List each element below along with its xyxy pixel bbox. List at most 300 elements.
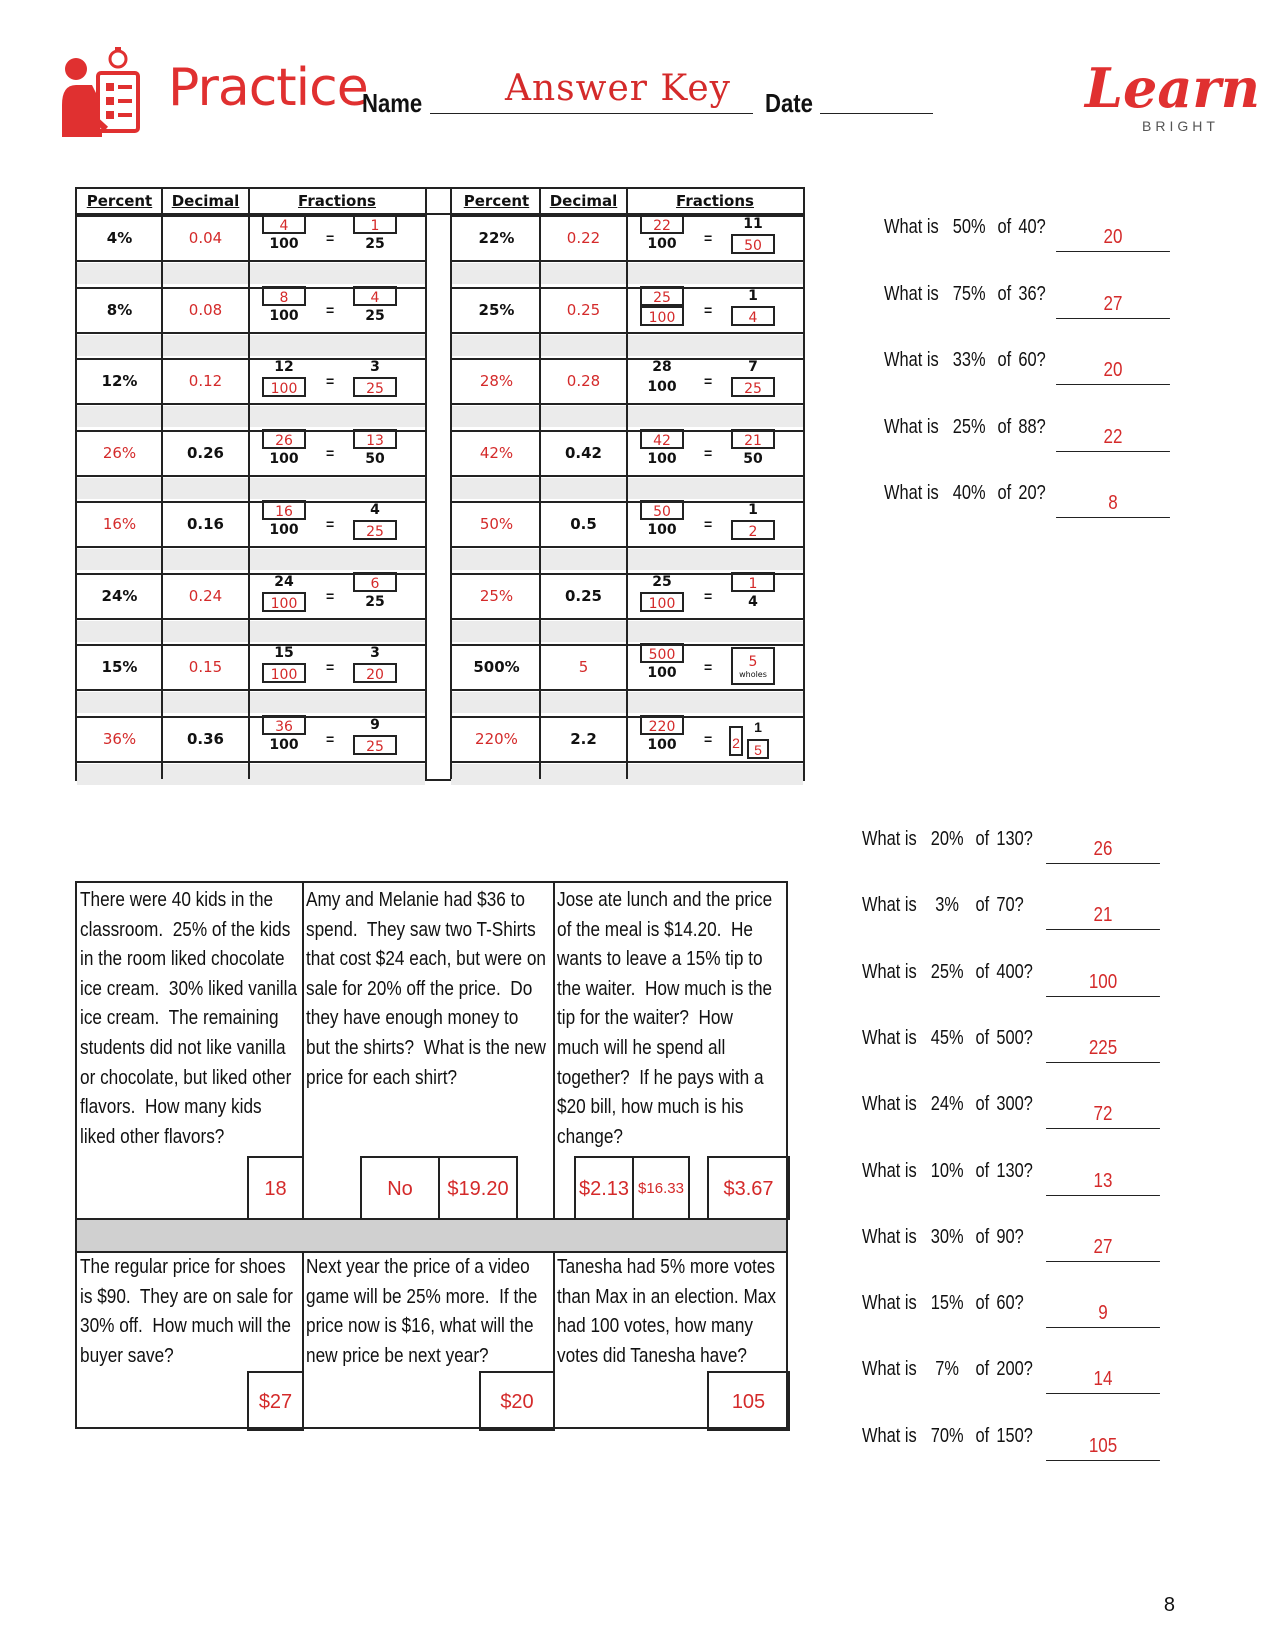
fraction-simplified — [353, 357, 397, 397]
decimal-cell: 0.08 — [188, 300, 223, 319]
answer-box: $19.20 — [438, 1156, 518, 1220]
fraction-numerator: 26 — [262, 429, 306, 449]
decimal-cell: 0.16 — [186, 515, 224, 533]
fraction-simplified — [353, 286, 397, 326]
problem-line: new price be next year? — [306, 1344, 489, 1367]
fraction-numerator: 15 — [274, 645, 294, 661]
fraction-denominator: 25 — [353, 735, 397, 755]
percent-cell: 24% — [101, 586, 138, 605]
answer-box: No — [360, 1156, 440, 1220]
fraction-numerator: 3 — [370, 359, 380, 375]
question-of: of — [975, 960, 990, 983]
problem-line: There were 40 kids in the — [80, 889, 274, 911]
fraction-simplified — [353, 214, 397, 254]
word-problems — [75, 881, 788, 1429]
percent-cell: 25% — [478, 300, 515, 319]
row-gap — [77, 621, 425, 642]
question-prefix: What is — [862, 1026, 917, 1049]
problem-line: ice cream. 30% liked vanilla — [80, 977, 298, 1000]
fraction-simplified — [731, 214, 775, 254]
fraction-numerator: 24 — [274, 573, 294, 590]
question-of: of — [975, 1225, 990, 1248]
problem-line: price for each shirt? — [306, 1066, 458, 1089]
question-prefix: What is — [862, 1159, 917, 1182]
fraction-simplified — [731, 429, 775, 469]
question-percent: 33% — [952, 349, 986, 371]
fraction-original — [640, 357, 684, 397]
fraction-denominator: 100 — [262, 592, 306, 612]
question-prefix: What is — [884, 216, 939, 238]
question-number: 200? — [996, 1358, 1033, 1381]
question-prefix: What is — [862, 1424, 917, 1447]
problem-line: sale for 20% off the price. Do — [306, 977, 533, 1000]
equals-sign: = — [326, 516, 335, 532]
question-number: 70? — [996, 894, 1024, 917]
fraction-original — [262, 572, 306, 612]
mixed-numerator: 1 — [754, 718, 762, 735]
question-number: 90? — [996, 1225, 1024, 1248]
question-item — [862, 1027, 1033, 1050]
fraction-denominator: 50 — [731, 234, 775, 254]
decimal-cell: 0.12 — [188, 372, 223, 390]
fraction-denominator: 25 — [353, 377, 397, 397]
question-number: 130? — [996, 828, 1033, 850]
question-answer: 225 — [1046, 1037, 1160, 1063]
fraction-simplified — [353, 643, 397, 683]
question-answer: 27 — [1056, 293, 1170, 319]
fraction-original — [262, 643, 306, 683]
problem-line: buyer save? — [80, 1344, 174, 1367]
problem-line: or chocolate, but liked other — [80, 1066, 292, 1089]
question-percent: 24% — [930, 1093, 964, 1116]
problem-line: students did not like vanilla — [80, 1036, 286, 1059]
problem-line: had 100 votes, how many — [557, 1315, 754, 1338]
fraction-numerator: 22 — [640, 214, 684, 234]
problem-line: game will be 25% more. If the — [306, 1285, 538, 1308]
percent-cell: 26% — [102, 443, 137, 462]
question-answer: 72 — [1046, 1103, 1160, 1129]
equals-sign: = — [326, 730, 335, 747]
wholes-box — [731, 647, 775, 685]
logo: Learn — [1085, 56, 1261, 120]
fraction-numerator: 25 — [652, 573, 672, 590]
fraction-original — [262, 500, 306, 540]
question-percent: 30% — [930, 1225, 964, 1248]
fraction-denominator: 100 — [640, 306, 684, 326]
fraction-numerator: 50 — [640, 500, 684, 520]
answer-box: $16.33 — [632, 1156, 690, 1220]
fraction-simplified — [353, 500, 397, 540]
header-decimal-right: Decimal — [549, 192, 618, 210]
question-of: of — [997, 415, 1012, 438]
header-fractions-left: Fractions — [298, 192, 376, 210]
fraction-simplified — [731, 647, 775, 685]
problem-line: The regular price for shoes — [80, 1256, 286, 1278]
fraction-original — [262, 715, 306, 755]
question-number: 150? — [996, 1424, 1033, 1447]
word-problem-6 — [557, 1253, 794, 1371]
fraction-simplified — [731, 357, 775, 397]
fraction-original — [262, 214, 306, 254]
fraction-denominator: 20 — [353, 663, 397, 683]
problem-line: tip for the waiter? How — [557, 1007, 733, 1030]
header-decimal-left: Decimal — [171, 192, 240, 210]
problem-line: ice cream. The remaining — [80, 1007, 279, 1030]
fraction-denominator: 100 — [647, 736, 677, 753]
question-percent: 40% — [952, 482, 986, 504]
fraction-denominator: 100 — [647, 236, 677, 252]
question-prefix: What is — [862, 1358, 917, 1381]
row-gap — [77, 335, 425, 356]
decimal-cell: 0.25 — [564, 586, 602, 605]
question-percent: 70% — [930, 1424, 964, 1447]
question-percent: 75% — [952, 282, 986, 305]
decimal-cell: 0.28 — [566, 372, 601, 390]
decimal-cell: 0.15 — [188, 658, 223, 676]
fraction-numerator: 4 — [262, 214, 306, 234]
question-item — [862, 1226, 1024, 1249]
question-percent: 3% — [935, 894, 959, 917]
fraction-numerator: 500 — [640, 643, 684, 663]
fraction-denominator: 100 — [262, 663, 306, 683]
question-item — [862, 894, 1024, 917]
decimal-cell: 0.36 — [186, 729, 224, 748]
row-gap — [77, 406, 425, 427]
answer-box: $2.13 — [574, 1156, 634, 1220]
problem-line: price now is $16, what will the — [306, 1315, 534, 1338]
question-prefix: What is — [884, 282, 939, 305]
problem-line: change? — [557, 1125, 624, 1148]
percent-cell: 22% — [478, 229, 515, 247]
fraction-original — [262, 429, 306, 469]
question-number: 20? — [1018, 482, 1046, 504]
problem-line: of the meal is $14.20. He — [557, 918, 754, 941]
question-answer: 13 — [1046, 1170, 1160, 1196]
question-item — [884, 283, 1046, 306]
question-percent: 20% — [930, 828, 964, 850]
conversion-table — [75, 187, 805, 781]
percent-cell: 16% — [102, 515, 137, 533]
fraction-numerator: 1 — [731, 572, 775, 592]
question-percent: 7% — [935, 1358, 959, 1381]
question-number: 88? — [1018, 415, 1046, 438]
question-number: 36? — [1018, 282, 1046, 305]
question-percent: 45% — [930, 1026, 964, 1049]
fraction-numerator: 42 — [640, 429, 684, 449]
page-title: Practice — [168, 58, 368, 118]
problem-line: votes did Tanesha have? — [557, 1344, 747, 1367]
decimal-cell: 0.26 — [186, 443, 224, 462]
fraction-numerator: 16 — [262, 500, 306, 520]
fraction-numerator: 21 — [731, 429, 775, 449]
fraction-denominator: 25 — [353, 520, 397, 540]
word-problem-2 — [306, 886, 551, 1093]
fraction-original — [262, 286, 306, 326]
problem-line: spend. They saw two T-Shirts — [306, 918, 536, 941]
problem-line: 30% off. How much will the — [80, 1315, 291, 1338]
problem-line: flavors. How many kids — [80, 1096, 262, 1119]
question-number: 40? — [1018, 216, 1046, 238]
question-prefix: What is — [862, 1225, 917, 1248]
question-answer: 9 — [1046, 1302, 1160, 1328]
percent-cell: 8% — [106, 300, 133, 319]
question-item — [862, 961, 1033, 984]
fraction-denominator: 100 — [269, 236, 299, 252]
problem-line: liked other flavors? — [80, 1125, 225, 1148]
question-of: of — [975, 1159, 990, 1182]
row-gap — [77, 549, 425, 570]
question-answer: 21 — [1046, 904, 1160, 930]
date-label: Date — [765, 88, 813, 118]
problem-line: Jose ate lunch and the price — [557, 889, 773, 911]
equals-sign: = — [704, 373, 713, 389]
row-gap — [77, 478, 425, 499]
problem-line: Next year the price of a video — [306, 1256, 530, 1278]
fraction-denominator: 4 — [731, 306, 775, 326]
word-problem-3 — [557, 886, 794, 1152]
question-prefix: What is — [862, 828, 917, 850]
question-percent: 50% — [952, 216, 986, 238]
question-prefix: What is — [884, 415, 939, 438]
question-answer: 8 — [1056, 492, 1170, 518]
header-percent-right: Percent — [463, 192, 530, 210]
question-item — [862, 1358, 1033, 1381]
question-item — [862, 828, 1033, 851]
fraction-denominator: 100 — [269, 736, 299, 753]
fraction-numerator: 5 — [748, 654, 758, 670]
equals-sign: = — [704, 730, 713, 747]
fraction-denominator: 100 — [269, 450, 299, 467]
practice-icon — [62, 45, 142, 140]
fraction-denominator: 25 — [365, 593, 385, 610]
equals-sign: = — [326, 587, 335, 604]
answer-box: 18 — [247, 1156, 304, 1220]
fraction-numerator: 7 — [748, 359, 758, 375]
question-item — [884, 349, 1046, 372]
fraction-denominator: 25 — [731, 377, 775, 397]
date-line — [820, 113, 933, 114]
fraction-original — [640, 500, 684, 540]
decimal-cell: 0.42 — [564, 443, 602, 462]
problem-line: the waiter. How much is the — [557, 977, 773, 1000]
fraction-denominator: 100 — [262, 377, 306, 397]
word-problem-1 — [80, 886, 325, 1152]
problem-line: than Max in an election. Max — [557, 1285, 776, 1308]
fraction-numerator: 1 — [748, 502, 758, 518]
fraction-numerator: 3 — [370, 645, 380, 661]
fraction-numerator: 6 — [353, 572, 397, 592]
question-answer: 20 — [1056, 226, 1170, 252]
fraction-numerator: 28 — [652, 359, 672, 375]
equals-sign: = — [704, 659, 713, 675]
question-answer: 20 — [1056, 359, 1170, 385]
question-item — [862, 1292, 1024, 1315]
fraction-denominator: 100 — [647, 450, 677, 467]
equals-sign: = — [326, 659, 335, 675]
question-answer: 105 — [1046, 1435, 1160, 1461]
problem-line: much will he spend all — [557, 1036, 726, 1059]
header-fractions-right: Fractions — [676, 192, 754, 210]
decimal-cell: 0.22 — [566, 229, 601, 247]
question-prefix: What is — [862, 1292, 917, 1315]
question-number: 400? — [996, 960, 1033, 983]
question-percent: 10% — [930, 1159, 964, 1182]
name-value: Answer Key — [505, 68, 731, 109]
problem-line: $20 bill, how much is his — [557, 1096, 744, 1119]
question-of: of — [997, 349, 1012, 371]
fraction-numerator: 220 — [640, 715, 684, 735]
percent-cell: 42% — [479, 443, 514, 462]
question-answer: 27 — [1046, 1236, 1160, 1262]
problem-line: Amy and Melanie had $36 to — [306, 889, 525, 911]
fraction-original — [640, 214, 684, 254]
fraction-denominator: 25 — [365, 236, 385, 252]
fraction-numerator: 13 — [353, 429, 397, 449]
equals-sign: = — [326, 230, 335, 246]
decimal-cell: 0.24 — [188, 586, 223, 605]
fraction-denominator: 100 — [647, 379, 677, 395]
fraction-original — [640, 715, 684, 755]
answer-box: $27 — [247, 1371, 304, 1431]
answer-box: $3.67 — [707, 1156, 790, 1220]
equals-sign: = — [326, 301, 335, 318]
fraction-original — [640, 572, 684, 612]
header-percent-left: Percent — [86, 192, 153, 210]
mixed-whole: 2 — [729, 726, 743, 756]
question-of: of — [997, 282, 1012, 305]
question-number: 130? — [996, 1159, 1033, 1182]
question-of: of — [997, 482, 1012, 504]
fraction-mixed — [729, 715, 773, 761]
word-problem-4 — [80, 1253, 325, 1371]
fraction-denominator: 50 — [743, 450, 763, 467]
decimal-cell: 0.5 — [570, 515, 597, 533]
equals-sign: = — [704, 516, 713, 532]
question-percent: 15% — [930, 1292, 964, 1315]
fraction-simplified — [353, 572, 397, 612]
question-of: of — [975, 1026, 990, 1049]
fraction-simplified — [731, 500, 775, 540]
question-prefix: What is — [862, 894, 917, 917]
fraction-denominator: 100 — [640, 592, 684, 612]
question-item — [862, 1425, 1033, 1448]
percent-cell: 50% — [479, 515, 514, 533]
question-answer: 26 — [1046, 838, 1160, 864]
fraction-original — [640, 429, 684, 469]
logo-subtitle: BRIGHT — [1142, 118, 1219, 134]
row-gap — [77, 263, 425, 284]
equals-sign: = — [326, 444, 335, 461]
answer-box: $20 — [479, 1371, 555, 1431]
percent-cell: 4% — [106, 229, 133, 247]
name-line — [430, 113, 753, 114]
question-answer: 22 — [1056, 426, 1170, 452]
question-number: 60? — [996, 1292, 1024, 1315]
row-gap — [77, 692, 425, 713]
question-answer: 14 — [1046, 1368, 1160, 1394]
row-gap — [77, 764, 425, 785]
mixed-denominator: 5 — [747, 739, 769, 759]
fraction-numerator: 12 — [274, 359, 294, 375]
fraction-simplified — [731, 286, 775, 326]
question-number: 60? — [1018, 349, 1046, 371]
fraction-numerator: 4 — [353, 286, 397, 306]
percent-cell: 25% — [479, 586, 514, 605]
question-number: 500? — [996, 1026, 1033, 1049]
question-of: of — [997, 216, 1012, 238]
question-percent: 25% — [952, 415, 986, 438]
fraction-original — [262, 357, 306, 397]
decimal-cell: 5 — [578, 658, 589, 676]
fraction-original — [640, 286, 684, 326]
fraction-denominator: 100 — [647, 665, 677, 681]
fraction-denominator: 50 — [365, 450, 385, 467]
question-item — [884, 482, 1046, 505]
problem-line: wants to leave a 15% tip to — [557, 948, 763, 971]
fraction-denominator: 25 — [365, 307, 385, 324]
fraction-numerator: 11 — [743, 216, 763, 232]
question-of: of — [975, 1292, 990, 1315]
fraction-denominator: 4 — [748, 593, 758, 610]
question-prefix: What is — [884, 349, 939, 371]
equals-sign: = — [704, 301, 713, 318]
equals-sign: = — [704, 587, 713, 604]
fraction-denominator: 100 — [269, 522, 299, 538]
question-of: of — [975, 1358, 990, 1381]
decimal-cell: 0.04 — [188, 229, 223, 247]
equals-sign: = — [704, 230, 713, 246]
decimal-cell: 2.2 — [570, 729, 597, 748]
question-answer: 100 — [1046, 971, 1160, 997]
fraction-numerator: 9 — [370, 716, 380, 733]
fraction-simplified — [731, 572, 775, 612]
answer-box: 105 — [707, 1371, 790, 1431]
question-percent: 25% — [930, 960, 964, 983]
page-number: 8 — [1163, 1594, 1175, 1616]
equals-sign: = — [704, 444, 713, 461]
question-prefix: What is — [862, 960, 917, 983]
percent-cell: 28% — [479, 372, 514, 390]
question-item — [884, 416, 1046, 439]
problem-line: Tanesha had 5% more votes — [557, 1256, 776, 1278]
fraction-numerator: 36 — [262, 715, 306, 735]
fraction-numerator: 4 — [370, 502, 380, 518]
fraction-simplified — [353, 429, 397, 469]
question-of: of — [975, 894, 990, 917]
problem-line: but the shirts? What is the new — [306, 1036, 546, 1059]
decimal-cell: 0.25 — [566, 300, 601, 319]
wholes-label: wholes — [739, 670, 767, 679]
question-of: of — [975, 1424, 990, 1447]
fraction-numerator: 1 — [353, 214, 397, 234]
fraction-numerator: 25 — [640, 286, 684, 306]
fraction-original — [640, 643, 684, 683]
fraction-numerator: 8 — [262, 286, 306, 306]
equals-sign: = — [326, 373, 335, 389]
problem-line: they have enough money to — [306, 1007, 519, 1030]
question-prefix: What is — [862, 1093, 917, 1116]
problem-line: in the room liked chocolate — [80, 948, 285, 971]
question-item — [862, 1093, 1033, 1116]
question-number: 300? — [996, 1093, 1033, 1116]
question-prefix: What is — [884, 482, 939, 504]
question-item — [862, 1160, 1033, 1183]
problem-line: is $90. They are on sale for — [80, 1285, 293, 1308]
problem-line: classroom. 25% of the kids — [80, 918, 291, 941]
question-of: of — [975, 1093, 990, 1116]
fraction-simplified — [353, 715, 397, 755]
question-item — [884, 216, 1046, 239]
